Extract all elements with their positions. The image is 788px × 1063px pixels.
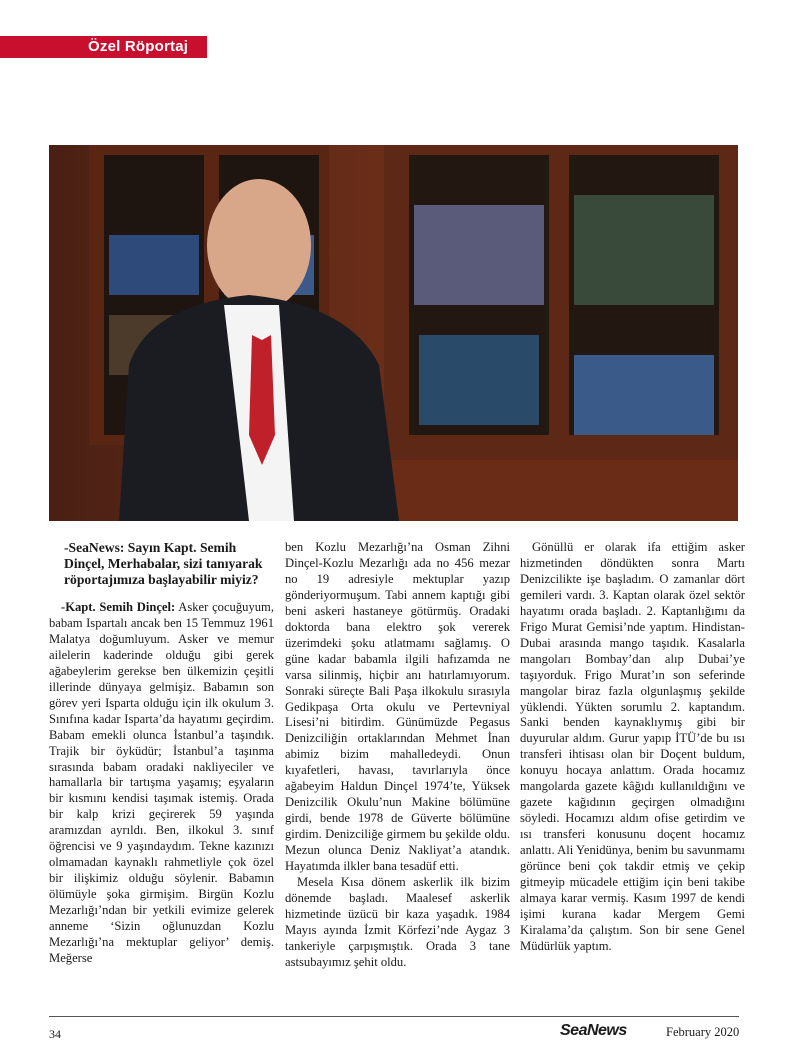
answer-paragraph: [49, 600, 274, 967]
footer-rule: [49, 1016, 739, 1017]
column-2-paragraph-1: ben Kozlu Mezarlığı’na Osman Zihni Dinçel-Kozlu Mezarlığı ada no 456 mezar no 19 adresiyle mektuplar yazıp gönderiyormuşum. Tabi annem kaptığı gibi beni askeri hastaneye götürmüş. Oradaki doktorda bana elektro şok vererek üzerimdeki şoku atlatmamı sağlamış. O güne kadar babamla ilgili hafızamda ne varsa silinmiş, hiçbir anı hatırlamıyorum. Sonraki süreçte Bali Paşa ilkokulu sırasıyla Gedikpaşa Orta okulu ve Pertevniyal Lisesi’ni bitirdim. Günümüzde Pegasus Denizciliğin ortaklarından Mehmet İnan abimiz bizim mahalledeydi. Onun kıyafetleri, havası, tavırlarıyla önce ağabeyim Haldun Dinçel 1974’te, Yüksek Denizcilik Okulu’nun Makine bölümüne girdi, bende 1978 de Güverte bölümüne girdim. Denizciliğe girmem bu şekilde oldu. Mezun olunca Deniz Nakliyat’a atandık. Hayatımda ilkler bana tesadüf etti.: [285, 540, 510, 874]
column-2-paragraph-2: Mesela Kısa dönem askerlik ilk bizim dönemde başladı. Maalesef askerlik hizmetinde üzücü bir kaza yaşadık. 1984 Mayıs ayında İzmit Körfezi’nde Aygaz 3 tankeriyle çarpışmıştık. Orada 3 tane astsubayımız şehit oldu.: [285, 875, 510, 969]
column-3-paragraph-1: Gönüllü er olarak ifa ettiğim asker hizmetinden döndükten sonra Martı Denizcilikte işe başladım. O zamanlar dört gemileri vardı. 3. Kaptan olarak özel sektör hayatımı orada başladı. 2. Kaptanlığımı da Frigo Murat Gemisi’nde yaptım. Hindistan-Dubai arasında mango taşıdık. Kasalarla mangoları Bombay’dan alıp Dubai’ye taşıyorduk. Frigo Murat’ın son seferinde mangolar biraz fazla olgunlaşmış şekilde yüklendi. Yükten sorumlu 2. kaptandım. Sanki benden kaynaklıymış gibi bir duyurular aldım. Gurur yapıp İTÜ’de bu ısı transferi ihtisası olan bir Doçent buldum, konuyu hocaya anlattım. Orada hocamız mangolarda gazete kâğıdı kullanıldığını ve gazete kağıdının geçirgen olmadığını söyledi. Hocamızı aldım ofise getirdim ve ısı transferi konusunu doçent hocamız anlattı. Ali Yenidünya, benim bu savunmamı görünce beni çok takdir etmiş ve çekip gitmeyip mücadele ettiğim için beni takibe almaya karar vermiş. Kasım 1997 de kendi işimi kurana kadar Mergem Gemi Kiralama’da çalıştım. Son bir sene Genel Müdürlük yaptım.: [520, 540, 745, 953]
brand-logo: SeaNews: [560, 1022, 627, 1039]
section-tag: [0, 36, 207, 58]
page-number: 34: [49, 1027, 61, 1041]
column-1: [49, 540, 274, 967]
portrait-photo-icon: [49, 145, 738, 521]
section-tag-label: Özel Röportaj: [88, 38, 189, 55]
issue-date: February 2020: [666, 1025, 740, 1039]
column-2: [285, 540, 510, 971]
interview-photo: [49, 145, 738, 521]
interview-question: -SeaNews: Sayın Kapt. Semih Dinçel, Merhabalar, sizi tanıyarak röportajımıza başlayabilir miyiz?: [64, 540, 263, 587]
column-3: [520, 540, 745, 955]
answer-text: Asker çocuğuyum, babam Ispartalı ancak ben 15 Temmuz 1961 Malatya doğumluyum. Asker ve memur ailelerin kaderinde olduğu gibi gerek ağabeylerim gerekse ben ülkemizin çeşitli illerinde dünyaya gelmişiz. Babamın son görev yeri Isparta olduğu için ilk okulum 3. Sınıfına kadar Isparta’da hayatımı geçirdim. Babam emekli olunca İstanbul’a taşındık. Trajik bir öyküdür; İstanbul’a taşınma sırasında babam oradaki nakliyeciler ve hamallarla bir tartışma yaşamış; eşyaların bir kısmını kendisi taşımak istemiş. Orada bir kalp krizi geçirerek 59 yaşında aramızdan ayrıldı. Ben, ilkokul 3. sınıf öğrencisi ve 9 yaşındaydım. Tekne kazınızı olmamadan kaynaklı rahmetliyle çok özel bir ilişkimiz olduğu söylenir. Babamın ölümüyle şoka girmişim. Birgün Kozlu Mezarlığı’ndan bir yetkili evimize gelerek anneme ‘Sizin oğlunuzdan Kozlu Mezarlığı’na mektuplar geliyor’ demiş. Meğerse: [49, 600, 274, 965]
answer-speaker: -Kapt. Semih Dinçel:: [61, 600, 176, 614]
